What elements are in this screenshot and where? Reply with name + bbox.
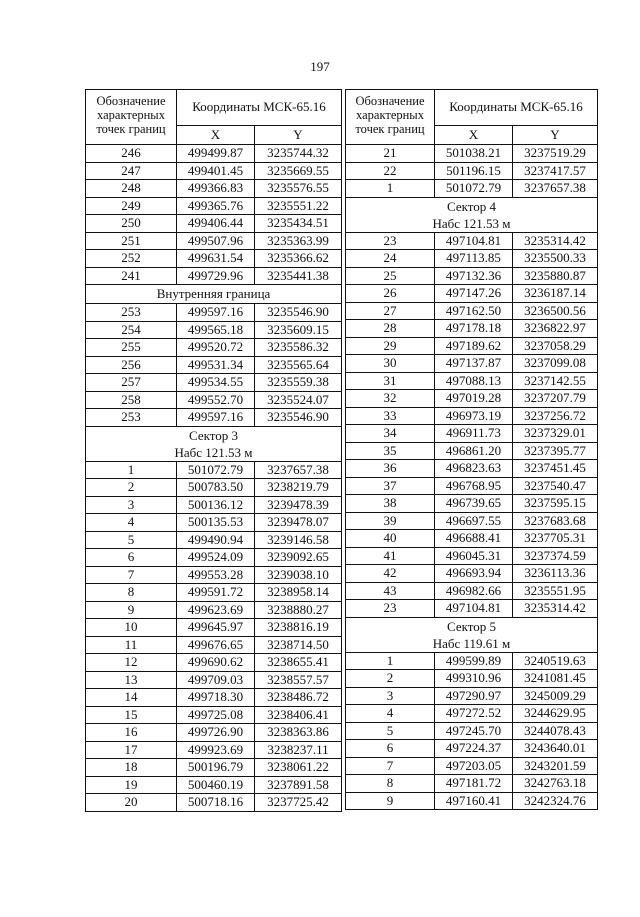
x-coordinate-cell: 499520.72 xyxy=(177,339,255,357)
y-coordinate-cell: 3237417.57 xyxy=(513,162,598,180)
y-coordinate-cell: 3237451.45 xyxy=(513,460,598,478)
y-coordinate-cell: 3235314.42 xyxy=(513,232,598,250)
y-coordinate-cell: 3235609.15 xyxy=(255,321,342,339)
table-row xyxy=(346,145,598,163)
x-coordinate-cell: 496045.31 xyxy=(435,547,513,565)
table-row xyxy=(346,512,598,530)
table-row xyxy=(346,285,598,303)
coordinates-table-right xyxy=(345,89,598,810)
x-coordinate-cell: 497272.52 xyxy=(435,705,513,723)
x-coordinate-cell: 499690.62 xyxy=(177,654,255,672)
x-coordinate-cell: 499524.09 xyxy=(177,549,255,567)
y-coordinate-cell: 3239478.07 xyxy=(255,514,342,532)
points-header: Обозначение характерных точек границ xyxy=(346,90,435,145)
point-id-cell: 20 xyxy=(86,794,177,812)
y-coordinate-cell: 3235559.38 xyxy=(255,374,342,392)
x-coordinate-cell: 496688.41 xyxy=(435,530,513,548)
point-id-cell: 1 xyxy=(346,180,435,198)
x-coordinate-cell: 497104.81 xyxy=(435,600,513,618)
point-id-cell: 32 xyxy=(346,390,435,408)
y-coordinate-cell: 3238557.57 xyxy=(255,671,342,689)
x-coordinate-cell: 500783.50 xyxy=(177,479,255,497)
x-coordinate-cell: 500135.53 xyxy=(177,514,255,532)
y-coordinate-cell: 3240519.63 xyxy=(513,652,598,670)
point-id-cell: 255 xyxy=(86,339,177,357)
table-row xyxy=(86,741,342,759)
point-id-cell: 254 xyxy=(86,321,177,339)
x-coordinate-cell: 499725.08 xyxy=(177,706,255,724)
table-row xyxy=(346,652,598,670)
sector-4-name: Сектор 4 xyxy=(446,198,496,214)
y-coordinate-cell: 3238237.11 xyxy=(255,741,342,759)
point-id-cell: 16 xyxy=(86,724,177,742)
table-row xyxy=(346,495,598,513)
table-row xyxy=(86,759,342,777)
x-coordinate-cell: 499401.45 xyxy=(177,162,255,180)
table-row xyxy=(346,302,598,320)
y-coordinate-cell: 3238714.50 xyxy=(255,636,342,654)
x-coordinate-cell: 499623.69 xyxy=(177,601,255,619)
x-coordinate-cell: 499552.70 xyxy=(177,391,255,409)
x-coordinate-cell: 501072.79 xyxy=(435,180,513,198)
x-coordinate-cell: 500718.16 xyxy=(177,794,255,812)
sector-5-name: Сектор 5 xyxy=(446,618,496,634)
x-coordinate-cell: 499565.18 xyxy=(177,321,255,339)
table-row xyxy=(86,145,342,163)
x-coordinate-cell: 501072.79 xyxy=(177,461,255,479)
point-id-cell: 252 xyxy=(86,250,177,268)
y-coordinate-cell: 3235744.32 xyxy=(255,145,342,163)
x-coordinate-cell: 499597.16 xyxy=(177,409,255,427)
table-row xyxy=(346,757,598,775)
x-coordinate-cell: 497160.41 xyxy=(435,792,513,810)
point-id-cell: 4 xyxy=(86,514,177,532)
table-row xyxy=(346,337,598,355)
table-row xyxy=(346,390,598,408)
x-coordinate-cell: 497088.13 xyxy=(435,372,513,390)
table-row xyxy=(86,215,342,233)
table-row xyxy=(86,549,342,567)
point-id-cell: 40 xyxy=(346,530,435,548)
table-row xyxy=(346,320,598,338)
y-coordinate-cell: 3238061.22 xyxy=(255,759,342,777)
y-coordinate-cell: 3235669.55 xyxy=(255,162,342,180)
point-id-cell: 19 xyxy=(86,776,177,794)
y-coordinate-cell: 3237395.77 xyxy=(513,442,598,460)
table-row xyxy=(346,670,598,688)
x-coordinate-cell: 497224.37 xyxy=(435,740,513,758)
point-id-cell: 42 xyxy=(346,565,435,583)
y-coordinate-cell: 3237683.68 xyxy=(513,512,598,530)
table-row xyxy=(86,601,342,619)
table-row xyxy=(86,724,342,742)
y-coordinate-cell: 3237725.42 xyxy=(255,794,342,812)
x-coordinate-cell: 499631.54 xyxy=(177,250,255,268)
table-row xyxy=(346,792,598,810)
point-id-cell: 8 xyxy=(86,584,177,602)
point-id-cell: 15 xyxy=(86,706,177,724)
point-id-cell: 41 xyxy=(346,547,435,565)
sector-5-header xyxy=(346,617,598,652)
y-coordinate-cell: 3236822.97 xyxy=(513,320,598,338)
table-row xyxy=(346,355,598,373)
y-coordinate-cell: 3235586.32 xyxy=(255,339,342,357)
y-coordinate-cell: 3242763.18 xyxy=(513,775,598,793)
x-coordinate-cell: 499365.76 xyxy=(177,197,255,215)
y-coordinate-cell: 3244078.43 xyxy=(513,722,598,740)
x-coordinate-cell: 496861.20 xyxy=(435,442,513,460)
y-coordinate-cell: 3235434.51 xyxy=(255,215,342,233)
table-row xyxy=(346,425,598,443)
point-id-cell: 248 xyxy=(86,180,177,198)
x-coordinate-cell: 500460.19 xyxy=(177,776,255,794)
table-row xyxy=(86,162,342,180)
table-row xyxy=(346,722,598,740)
point-id-cell: 3 xyxy=(346,687,435,705)
table-row xyxy=(346,775,598,793)
y-coordinate-cell: 3237256.72 xyxy=(513,407,598,425)
y-coordinate-cell: 3235880.87 xyxy=(513,267,598,285)
y-coordinate-cell: 3235524.07 xyxy=(255,391,342,409)
y-coordinate-cell: 3235366.62 xyxy=(255,250,342,268)
point-id-cell: 253 xyxy=(86,409,177,427)
point-id-cell: 18 xyxy=(86,759,177,777)
y-coordinate-cell: 3235441.38 xyxy=(255,267,342,285)
coords-header: Координаты МСК-65.16 xyxy=(435,90,598,126)
point-id-cell: 39 xyxy=(346,512,435,530)
point-id-cell: 31 xyxy=(346,372,435,390)
point-id-cell: 258 xyxy=(86,391,177,409)
table-row xyxy=(86,706,342,724)
x-coordinate-cell: 499591.72 xyxy=(177,584,255,602)
x-coordinate-cell: 499490.94 xyxy=(177,531,255,549)
y-coordinate-cell: 3236187.14 xyxy=(513,285,598,303)
y-coordinate-cell: 3237058.29 xyxy=(513,337,598,355)
point-id-cell: 6 xyxy=(86,549,177,567)
point-id-cell: 13 xyxy=(86,671,177,689)
y-coordinate-cell: 3238219.79 xyxy=(255,479,342,497)
y-coordinate-cell: 3235546.90 xyxy=(255,304,342,322)
table-row xyxy=(346,530,598,548)
point-id-cell: 37 xyxy=(346,477,435,495)
page-number: 197 xyxy=(310,59,330,74)
table-row xyxy=(86,671,342,689)
point-id-cell: 23 xyxy=(346,232,435,250)
x-coordinate-cell: 497203.05 xyxy=(435,757,513,775)
sector-3-height: Набс 121.53 м xyxy=(174,444,253,460)
sector-4-header xyxy=(346,197,598,232)
table-row xyxy=(346,582,598,600)
table-row xyxy=(346,705,598,723)
point-id-cell: 257 xyxy=(86,374,177,392)
x-coordinate-cell: 497245.70 xyxy=(435,722,513,740)
x-coordinate-cell: 496823.63 xyxy=(435,460,513,478)
y-coordinate-cell: 3235314.42 xyxy=(513,600,598,618)
y-coordinate-cell: 3239146.58 xyxy=(255,531,342,549)
x-coordinate-cell: 497147.26 xyxy=(435,285,513,303)
point-id-cell: 10 xyxy=(86,619,177,637)
point-id-cell: 36 xyxy=(346,460,435,478)
table-row xyxy=(86,794,342,812)
table-row xyxy=(86,391,342,409)
x-coordinate-cell: 499531.34 xyxy=(177,356,255,374)
table-row xyxy=(86,584,342,602)
x-coordinate-cell: 497189.62 xyxy=(435,337,513,355)
y-coordinate-cell: 3237891.58 xyxy=(255,776,342,794)
x-coordinate-cell: 501196.15 xyxy=(435,162,513,180)
x-coordinate-cell: 500136.12 xyxy=(177,496,255,514)
y-coordinate-cell: 3237595.15 xyxy=(513,495,598,513)
y-coordinate-cell: 3237207.79 xyxy=(513,390,598,408)
point-id-cell: 12 xyxy=(86,654,177,672)
x-coordinate-cell: 497137.87 xyxy=(435,355,513,373)
point-id-cell: 14 xyxy=(86,689,177,707)
point-id-cell: 9 xyxy=(346,792,435,810)
table-row xyxy=(86,197,342,215)
x-coordinate-cell: 499726.90 xyxy=(177,724,255,742)
table-row xyxy=(86,654,342,672)
point-id-cell: 246 xyxy=(86,145,177,163)
point-id-cell: 23 xyxy=(346,600,435,618)
table-row xyxy=(346,267,598,285)
table-row xyxy=(346,372,598,390)
x-coordinate-cell: 497104.81 xyxy=(435,232,513,250)
table-row xyxy=(346,407,598,425)
y-coordinate-cell: 3235576.55 xyxy=(255,180,342,198)
x-coordinate-cell: 499599.89 xyxy=(435,652,513,670)
table-row xyxy=(346,180,598,198)
sector-5-height: Набс 119.61 м xyxy=(432,635,511,651)
table-row xyxy=(346,442,598,460)
y-coordinate-cell: 3241081.45 xyxy=(513,670,598,688)
x-coordinate-cell: 496982.66 xyxy=(435,582,513,600)
y-coordinate-cell: 3237142.55 xyxy=(513,372,598,390)
y-coordinate-cell: 3238486.72 xyxy=(255,689,342,707)
table-row xyxy=(86,636,342,654)
y-coordinate-cell: 3239038.10 xyxy=(255,566,342,584)
sector-3-name: Сектор 3 xyxy=(188,427,238,443)
y-coordinate-cell: 3243640.01 xyxy=(513,740,598,758)
point-id-cell: 7 xyxy=(86,566,177,584)
x-coordinate-cell: 499366.83 xyxy=(177,180,255,198)
x-coordinate-cell: 496739.65 xyxy=(435,495,513,513)
point-id-cell: 3 xyxy=(86,496,177,514)
table-row xyxy=(346,565,598,583)
y-coordinate-cell: 3235500.33 xyxy=(513,250,598,268)
y-coordinate-cell: 3236113.36 xyxy=(513,565,598,583)
point-id-cell: 241 xyxy=(86,267,177,285)
point-id-cell: 29 xyxy=(346,337,435,355)
table-row xyxy=(86,339,342,357)
point-id-cell: 7 xyxy=(346,757,435,775)
point-id-cell: 1 xyxy=(86,461,177,479)
x-header: X xyxy=(435,125,513,144)
y-coordinate-cell: 3235551.22 xyxy=(255,197,342,215)
y-coordinate-cell: 3238958.14 xyxy=(255,584,342,602)
point-id-cell: 256 xyxy=(86,356,177,374)
y-coordinate-cell: 3236500.56 xyxy=(513,302,598,320)
x-coordinate-cell: 499553.28 xyxy=(177,566,255,584)
inner-boundary-label: Внутренняя граница xyxy=(86,285,342,304)
table-row xyxy=(346,740,598,758)
coordinates-table-left xyxy=(85,89,342,812)
point-id-cell: 2 xyxy=(346,670,435,688)
y-coordinate-cell: 3235565.64 xyxy=(255,356,342,374)
x-coordinate-cell: 496693.94 xyxy=(435,565,513,583)
x-coordinate-cell: 500196.79 xyxy=(177,759,255,777)
point-id-cell: 25 xyxy=(346,267,435,285)
x-coordinate-cell: 499499.87 xyxy=(177,145,255,163)
points-header: Обозначение характерных точек границ xyxy=(86,90,177,145)
x-coordinate-cell: 497162.50 xyxy=(435,302,513,320)
x-coordinate-cell: 497019.28 xyxy=(435,390,513,408)
table-row xyxy=(86,356,342,374)
y-coordinate-cell: 3235546.90 xyxy=(255,409,342,427)
point-id-cell: 6 xyxy=(346,740,435,758)
y-coordinate-cell: 3237540.47 xyxy=(513,477,598,495)
point-id-cell: 27 xyxy=(346,302,435,320)
x-coordinate-cell: 497181.72 xyxy=(435,775,513,793)
table-row xyxy=(86,776,342,794)
y-coordinate-cell: 3243201.59 xyxy=(513,757,598,775)
point-id-cell: 250 xyxy=(86,215,177,233)
x-coordinate-cell: 501038.21 xyxy=(435,145,513,163)
table-row xyxy=(86,409,342,427)
table-row xyxy=(86,514,342,532)
x-coordinate-cell: 497178.18 xyxy=(435,320,513,338)
point-id-cell: 38 xyxy=(346,495,435,513)
y-coordinate-cell: 3238406.41 xyxy=(255,706,342,724)
x-coordinate-cell: 499507.96 xyxy=(177,232,255,250)
table-row xyxy=(86,461,342,479)
point-id-cell: 251 xyxy=(86,232,177,250)
y-coordinate-cell: 3235363.99 xyxy=(255,232,342,250)
y-coordinate-cell: 3242324.76 xyxy=(513,792,598,810)
table-row xyxy=(346,477,598,495)
x-header: X xyxy=(177,125,255,144)
point-id-cell: 24 xyxy=(346,250,435,268)
point-id-cell: 5 xyxy=(346,722,435,740)
y-coordinate-cell: 3237519.29 xyxy=(513,145,598,163)
point-id-cell: 17 xyxy=(86,741,177,759)
table-row xyxy=(86,689,342,707)
x-coordinate-cell: 496973.19 xyxy=(435,407,513,425)
table-row xyxy=(346,687,598,705)
point-id-cell: 5 xyxy=(86,531,177,549)
table-row xyxy=(86,566,342,584)
x-coordinate-cell: 497132.36 xyxy=(435,267,513,285)
table-row xyxy=(86,267,342,285)
point-id-cell: 2 xyxy=(86,479,177,497)
table-row xyxy=(346,250,598,268)
table-row xyxy=(86,232,342,250)
point-id-cell: 247 xyxy=(86,162,177,180)
table-row xyxy=(86,619,342,637)
x-coordinate-cell: 499676.65 xyxy=(177,636,255,654)
x-coordinate-cell: 499729.96 xyxy=(177,267,255,285)
table-row xyxy=(86,180,342,198)
point-id-cell: 35 xyxy=(346,442,435,460)
point-id-cell: 28 xyxy=(346,320,435,338)
table-row xyxy=(346,162,598,180)
table-row xyxy=(86,304,342,322)
x-coordinate-cell: 497290.97 xyxy=(435,687,513,705)
table-row xyxy=(86,496,342,514)
point-id-cell: 249 xyxy=(86,197,177,215)
point-id-cell: 34 xyxy=(346,425,435,443)
y-coordinate-cell: 3238363.86 xyxy=(255,724,342,742)
y-header: Y xyxy=(255,125,342,144)
y-coordinate-cell: 3244629.95 xyxy=(513,705,598,723)
y-coordinate-cell: 3237099.08 xyxy=(513,355,598,373)
y-coordinate-cell: 3239092.65 xyxy=(255,549,342,567)
point-id-cell: 8 xyxy=(346,775,435,793)
point-id-cell: 11 xyxy=(86,636,177,654)
y-coordinate-cell: 3237657.38 xyxy=(255,461,342,479)
y-coordinate-cell: 3239478.39 xyxy=(255,496,342,514)
y-coordinate-cell: 3237374.59 xyxy=(513,547,598,565)
y-coordinate-cell: 3238880.27 xyxy=(255,601,342,619)
point-id-cell: 26 xyxy=(346,285,435,303)
table-row xyxy=(346,547,598,565)
table-row xyxy=(86,250,342,268)
point-id-cell: 43 xyxy=(346,582,435,600)
y-coordinate-cell: 3245009.29 xyxy=(513,687,598,705)
table-row xyxy=(86,479,342,497)
sector-3-header xyxy=(86,426,342,461)
x-coordinate-cell: 499597.16 xyxy=(177,304,255,322)
x-coordinate-cell: 499709.03 xyxy=(177,671,255,689)
x-coordinate-cell: 496911.73 xyxy=(435,425,513,443)
table-row xyxy=(346,600,598,618)
point-id-cell: 33 xyxy=(346,407,435,425)
point-id-cell: 30 xyxy=(346,355,435,373)
point-id-cell: 253 xyxy=(86,304,177,322)
table-row xyxy=(86,321,342,339)
y-coordinate-cell: 3237657.38 xyxy=(513,180,598,198)
x-coordinate-cell: 499923.69 xyxy=(177,741,255,759)
table-row xyxy=(346,460,598,478)
point-id-cell: 9 xyxy=(86,601,177,619)
coords-header: Координаты МСК-65.16 xyxy=(177,90,342,126)
table-row xyxy=(86,531,342,549)
y-coordinate-cell: 3235551.95 xyxy=(513,582,598,600)
y-coordinate-cell: 3238655.41 xyxy=(255,654,342,672)
sector-4-height: Набс 121.53 м xyxy=(432,215,511,231)
x-coordinate-cell: 499310.96 xyxy=(435,670,513,688)
x-coordinate-cell: 499718.30 xyxy=(177,689,255,707)
x-coordinate-cell: 496768.95 xyxy=(435,477,513,495)
point-id-cell: 21 xyxy=(346,145,435,163)
table-row xyxy=(86,374,342,392)
x-coordinate-cell: 496697.55 xyxy=(435,512,513,530)
point-id-cell: 4 xyxy=(346,705,435,723)
point-id-cell: 1 xyxy=(346,652,435,670)
x-coordinate-cell: 497113.85 xyxy=(435,250,513,268)
point-id-cell: 22 xyxy=(346,162,435,180)
y-header: Y xyxy=(513,125,598,144)
x-coordinate-cell: 499534.55 xyxy=(177,374,255,392)
x-coordinate-cell: 499406.44 xyxy=(177,215,255,233)
table-row xyxy=(346,232,598,250)
y-coordinate-cell: 3237329.01 xyxy=(513,425,598,443)
y-coordinate-cell: 3238816.19 xyxy=(255,619,342,637)
x-coordinate-cell: 499645.97 xyxy=(177,619,255,637)
y-coordinate-cell: 3237705.31 xyxy=(513,530,598,548)
